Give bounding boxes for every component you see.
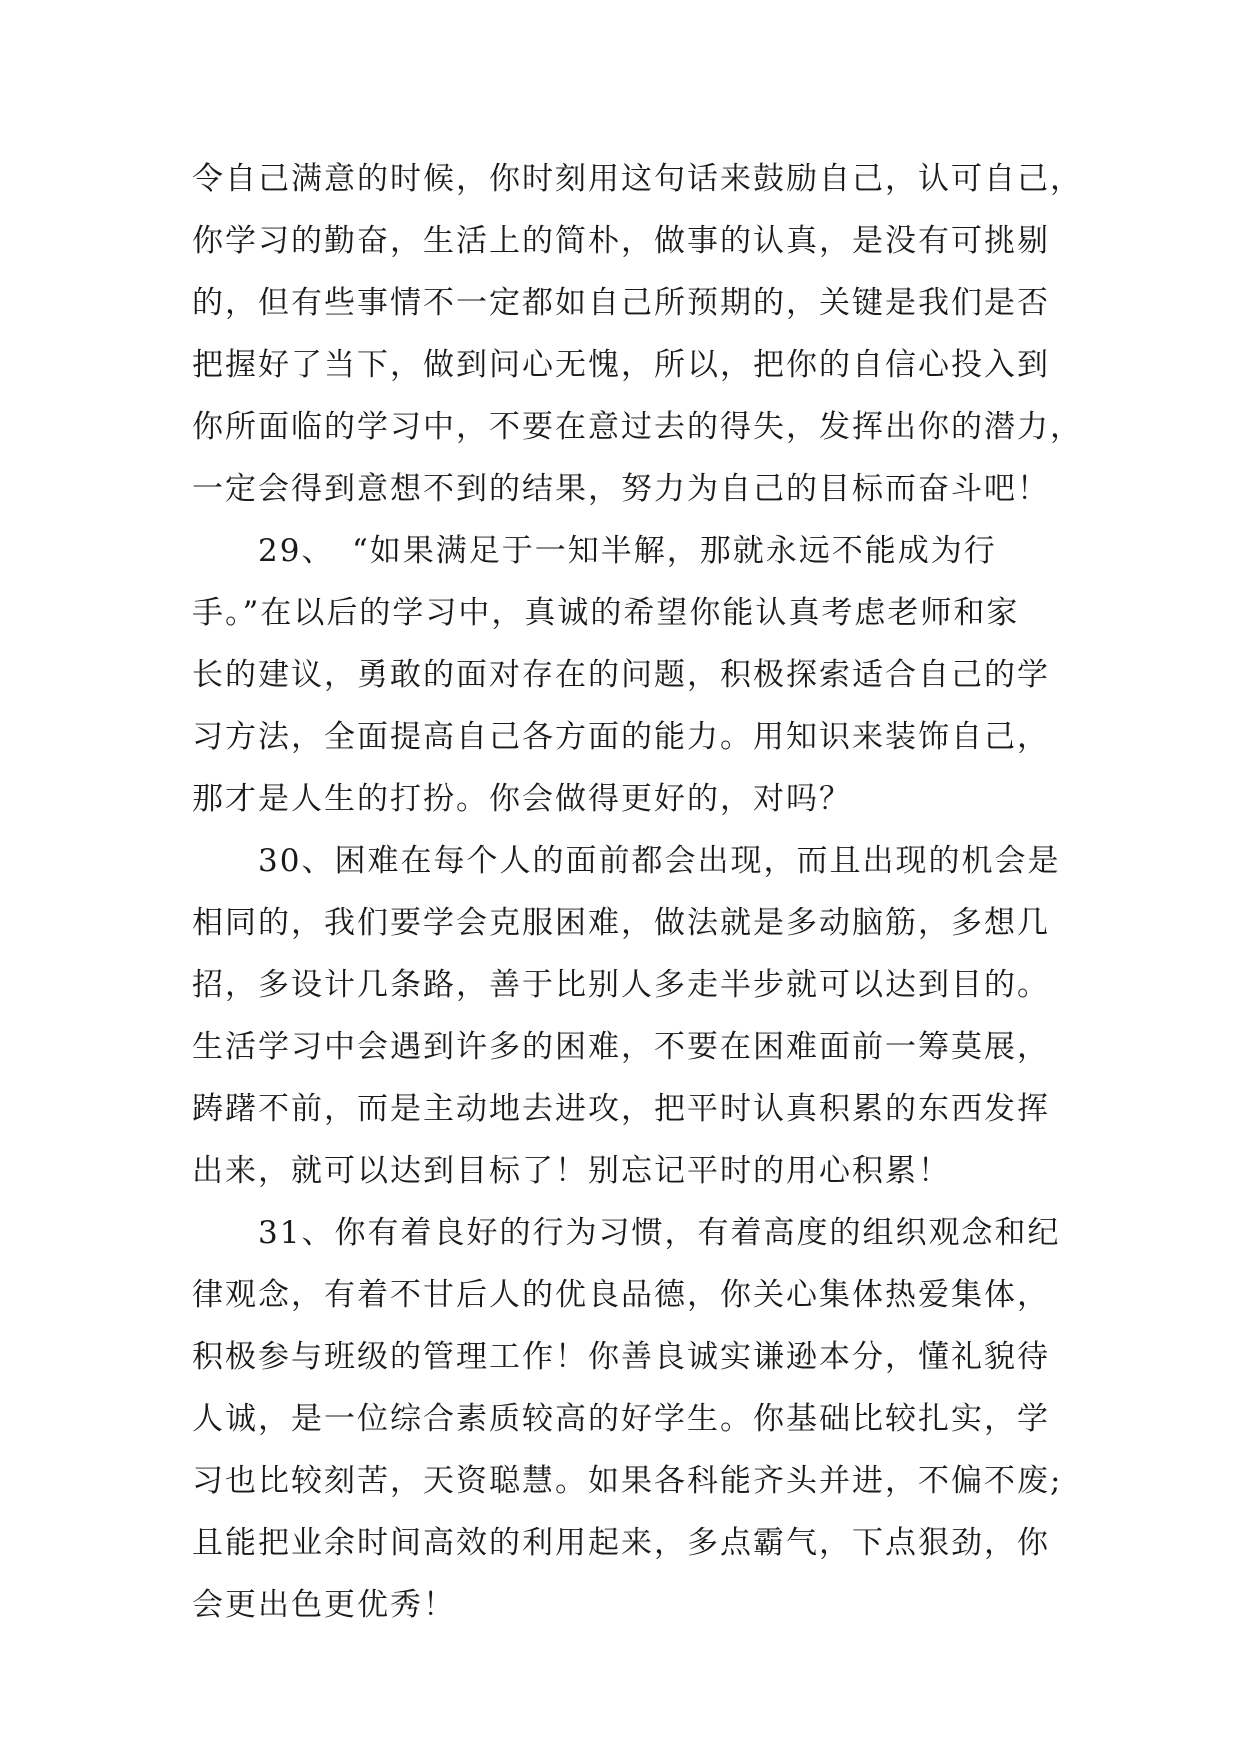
text-line: 手。”在以后的学习中，真诚的希望你能认真考虑老师和家 — [192, 595, 1020, 631]
text-line: 的，但有些事情不一定都如自己所预期的，关键是我们是否 — [192, 285, 1050, 321]
text-line: 一定会得到意想不到的结果，努力为自己的目标而奋斗吧！ — [192, 471, 1050, 507]
text-line: 且能把业余时间高效的利用起来，多点霸气，下点狠劲，你 — [192, 1525, 1050, 1561]
text-line: 生活学习中会遇到许多的困难，不要在困难面前一筹莫展， — [192, 1029, 1050, 1065]
text-line: 你所面临的学习中，不要在意过去的得失，发挥出你的潜力， — [192, 409, 1083, 445]
text-line: 积极参与班级的管理工作！你善良诚实谦逊本分，懂礼貌待 — [192, 1339, 1050, 1375]
text-line: 招，多设计几条路，善于比别人多走半步就可以达到目的。 — [192, 967, 1050, 1003]
paragraph-31-start: 31、你有着良好的行为习惯，有着高度的组织观念和纪 — [192, 1215, 1061, 1251]
text-line: 踌躇不前，而是主动地去进攻，把平时认真积累的东西发挥 — [192, 1091, 1050, 1127]
text-line: 会更出色更优秀！ — [192, 1587, 456, 1623]
text-line: 出来，就可以达到目标了！别忘记平时的用心积累！ — [192, 1153, 951, 1189]
text-line: 律观念，有着不甘后人的优良品德，你关心集体热爱集体， — [192, 1277, 1050, 1313]
text-line: 那才是人生的打扮。你会做得更好的，对吗？ — [192, 781, 852, 817]
text-line: 令自己满意的时候，你时刻用这句话来鼓励自己，认可自己， — [192, 161, 1083, 197]
text-line: 人诚，是一位综合素质较高的好学生。你基础比较扎实，学 — [192, 1401, 1050, 1437]
text-line: 你学习的勤奋，生活上的简朴，做事的认真，是没有可挑剔 — [192, 223, 1050, 259]
text-line: 习方法，全面提高自己各方面的能力。用知识来装饰自己， — [192, 719, 1050, 755]
paragraph-29-start: 29、 “如果满足于一知半解，那就永远不能成为行 — [192, 533, 997, 569]
text-line: 习也比较刻苦，天资聪慧。如果各科能齐头并进，不偏不废; — [192, 1463, 1063, 1499]
paragraph-30-start: 30、困难在每个人的面前都会出现，而且出现的机会是 — [192, 843, 1061, 879]
text-line: 长的建议，勇敢的面对存在的问题，积极探索适合自己的学 — [192, 657, 1050, 693]
text-line: 相同的，我们要学会克服困难，做法就是多动脑筋，多想几 — [192, 905, 1050, 941]
text-line: 把握好了当下，做到问心无愧，所以，把你的自信心投入到 — [192, 347, 1050, 383]
body-text — [192, 148, 1083, 1636]
